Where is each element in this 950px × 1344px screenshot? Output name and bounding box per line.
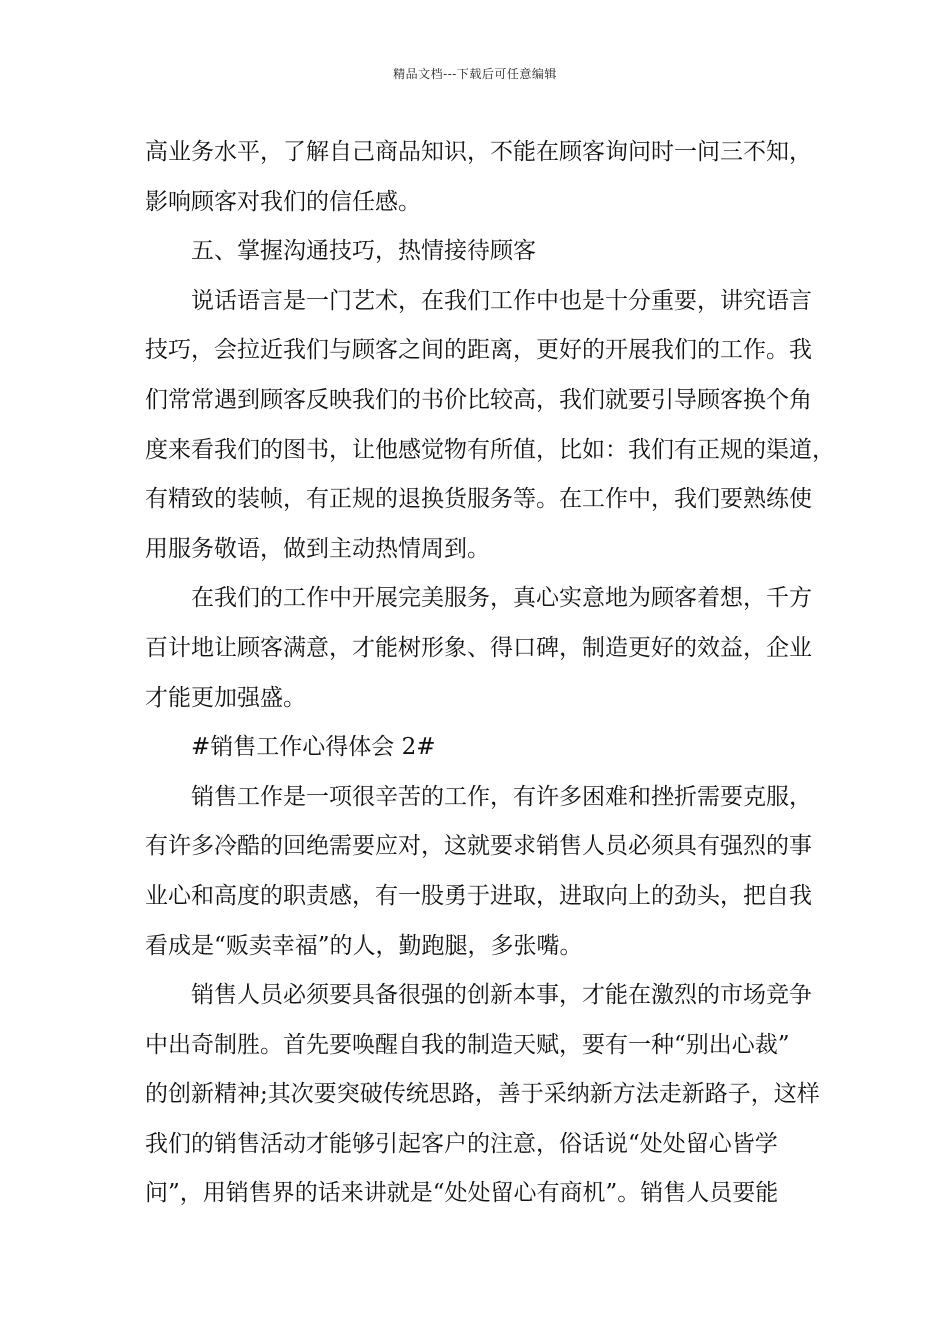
text-line: 我们的销售活动才能够引起客户的注意，俗话说“处处留心皆学 <box>145 1130 778 1157</box>
text-line: 有许多冷酷的回绝需要应对，这就要求销售人员必须具有强烈的事 <box>145 833 812 860</box>
paragraph-6 <box>145 773 825 971</box>
text-line: 中出奇制胜。首先要唤醒自我的制造天赋，要有一种“别出心裁” <box>145 1031 790 1058</box>
text-line: 影响顾客对我们的信任感。 <box>145 188 421 215</box>
text-line: 度来看我们的图书，让他感觉物有所值，比如：我们有正规的渠道， <box>145 436 835 463</box>
text-line: 销售人员必须要具备很强的创新本事，才能在激烈的市场竞争 <box>191 982 812 1009</box>
text-line: 们常常遇到顾客反映我们的书价比较高，我们就要引导顾客换个角 <box>145 386 812 413</box>
document-body <box>145 128 835 1219</box>
section-title <box>145 723 825 773</box>
text-line: 在我们的工作中开展完美服务，真心实意地为顾客着想，千方 <box>191 585 812 612</box>
text-line: 才能更加强盛。 <box>145 684 306 711</box>
text-line: 销售工作是一项很辛苦的工作，有许多困难和挫折需要克服， <box>191 783 812 810</box>
paragraph-3 <box>145 277 835 575</box>
text-line: 高业务水平，了解自己商品知识，不能在顾客询问时一问三不知， <box>145 139 812 165</box>
section-heading <box>145 227 825 277</box>
text-line: 用服务敬语，做到主动热情周到。 <box>145 535 490 562</box>
page-header: 精品文档---下载后可任意编辑 <box>393 67 557 81</box>
text-line: 业心和高度的职责感，有一股勇于进取，进取向上的劲头，把自我 <box>145 882 812 909</box>
text-line: 看成是“贩卖幸福”的人，勤跑腿，多张嘴。 <box>145 932 583 959</box>
paragraph-4 <box>145 574 825 723</box>
text-line: #销售工作心得体会 2# <box>191 734 436 761</box>
text-line: 问”，用销售界的话来讲就是“处处留心有商机”。销售人员要能 <box>145 1180 779 1207</box>
text-line: 五、掌握沟通技巧，热情接待顾客 <box>191 238 536 265</box>
paragraph-7 <box>145 971 825 1219</box>
text-line: 技巧，会拉近我们与顾客之间的距离，更好的开展我们的工作。我 <box>145 337 812 364</box>
paragraph-1 <box>145 128 825 227</box>
text-line: 的创新精神;其次要突破传统思路，善于采纳新方法走新路子，这样 <box>145 1081 820 1108</box>
text-line: 说话语言是一门艺术，在我们工作中也是十分重要，讲究语言 <box>191 287 812 314</box>
text-line: 有精致的装帧，有正规的退换货服务等。在工作中，我们要熟练使 <box>145 486 812 513</box>
text-line: 百计地让顾客满意，才能树形象、得口碑，制造更好的效益，企业 <box>145 634 812 661</box>
